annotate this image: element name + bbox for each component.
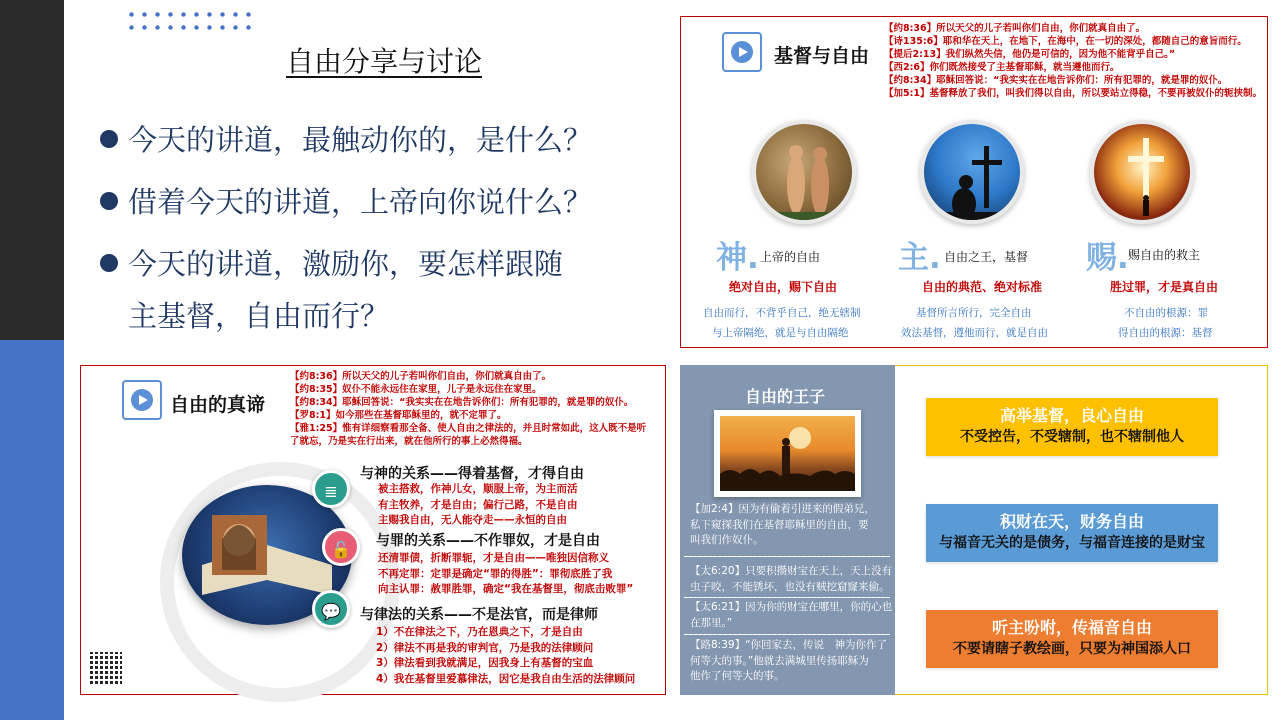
bullet-icon xyxy=(100,254,118,272)
box-financial-freedom: 积财在天，财务自由 与福音无关的是债务，与福音连接的是财宝 xyxy=(926,504,1218,562)
col2-red: 自由的典范、绝对标准 xyxy=(922,280,1043,294)
divider xyxy=(684,556,890,557)
panel-christ-verses: 【约8:36】所以天父的儿子若叫你们自由，你们就真自由了。 【诗135:6】耶和华在天上，在地下，在海中，在一切的深处，都随自己的意旨而行。 【提后2:13】我们纵然失信，他仍是可信的，因为他不能背乎自己。” 【西2:6】你们既然接受了主基督耶稣，就当遵他而行。 【约8:34】耶稣回答说：“我实实在在地告诉你们：所有犯罪的，就是罪的奴仆。 【加5:1】基督释放了我们，叫我们得以自由，所以要站立得稳，不要再被奴仆的轭挟制。 xyxy=(884,23,1263,99)
relation-law-lines: 1）不在律法之下，乃在恩典之下，才是自由 2）律法不再是我的审判官，乃是我的法律顾问 3）律法看到我就满足，因我身上有基督的宝血 4）我在基督里爱慕律法，因它是我自由生活的法律顾问 xyxy=(376,626,636,685)
col3-red: 胜过罪，才是真自由 xyxy=(1110,280,1219,294)
col3-char: 赐. xyxy=(1086,240,1129,276)
qr-code-icon[interactable] xyxy=(90,652,122,684)
col2-blue-1: 基督所言所行，完全自由 xyxy=(916,307,1032,319)
slide-title: 自由分享与讨论 xyxy=(286,45,483,78)
play-icon[interactable] xyxy=(122,380,162,420)
col2-char: 主. xyxy=(898,240,941,276)
prince-verse-4: 【路8:39】“你回家去，传说 神为你作了 何等大的事。”他就去满城里传扬耶稣为 他作了何等大的事。 xyxy=(690,639,888,682)
decorative-dot-grid xyxy=(125,8,255,38)
preaching-crowd-image xyxy=(720,416,855,491)
panel-prince-title: 自由的王子 xyxy=(745,387,826,406)
col3-blue-1: 不自由的根源：罪 xyxy=(1124,307,1208,319)
question-3: 今天的讲道，激励你，要怎样跟随 主基督，自由而行？ xyxy=(100,238,563,342)
col1-char: 神. xyxy=(716,240,759,276)
question-1: 今天的讲道，最触动你的，是什么？ xyxy=(100,114,592,166)
chat-icon: 💬 xyxy=(312,590,350,628)
col2-sub: 自由之王，基督 xyxy=(944,250,1029,264)
prince-verse-3: 【太6:21】因为你的财宝在哪里，你的心也 在那里。” xyxy=(690,601,893,629)
divider xyxy=(684,634,890,635)
prince-verse-1: 【加2:4】因为有偷着引进来的假弟兄， 私下窥探我们在基督耶稣里的自由，要 叫我们作奴仆。 xyxy=(690,503,875,546)
crowd-icon xyxy=(720,416,855,491)
sidebar-dark-bar xyxy=(0,0,64,340)
box-gospel-freedom: 听主吩咐，传福音自由 不要请瞎子教绘画，只要为神国添人口 xyxy=(926,610,1218,668)
layers-icon: ≣ xyxy=(312,470,350,508)
cross-silhouette-image xyxy=(920,120,1024,224)
relation-god-title: 与神的关系——得着基督，才得自由 xyxy=(360,466,584,482)
prince-image-frame xyxy=(714,410,861,497)
panel-truth-title: 自由的真谛 xyxy=(170,394,266,416)
prince-verse-2: 【太6:20】只要积攒财宝在天上，天上没有 虫子咬，不能锈坏，也没有贼挖窟窿来偷。 xyxy=(690,565,893,593)
panel-truth-verses: 【约8:36】所以天父的儿子若叫你们自由，你们就真自由了。 【约8:35】奴仆不能永远住在家里，儿子是永远住在家里。 【约8:34】耶稣回答说：“我实实在在地告诉你们：所有犯罪的，就是罪的奴仆。 【罗8:1】如今那些在基督耶稣里的，就不定罪了。 【雅1:25】惟有详细察看那全备、使人自由之律法的，并且时常如此，这人既不是听 了就忘，乃是实在行出来，就在他所行的事上必然得福。 xyxy=(290,371,647,447)
play-icon[interactable] xyxy=(722,32,762,72)
adam-eve-painting-image xyxy=(752,120,856,224)
col1-sub: 上帝的自由 xyxy=(760,250,821,264)
relation-law-title: 与律法的关系——不是法官，而是律师 xyxy=(360,607,598,623)
divider xyxy=(684,597,890,598)
relation-sin-title: 与罪的关系——不作罪奴，才是自由 xyxy=(376,533,600,549)
col2-blue-2: 效法基督，遵他而行，就是自由 xyxy=(901,327,1048,339)
col1-red: 绝对自由，赐下自由 xyxy=(729,280,838,294)
bullet-icon xyxy=(100,192,118,210)
glowing-cross-image xyxy=(1090,120,1194,224)
relation-sin-lines: 还清罪债，折断罪轭，才是自由——唯独因信称义 不再定罪：定罪是确定“罪的得胜”：罪彻底胜了我 向主认罪：赦罪胜罪，确定“我在基督里，彻底击败罪” xyxy=(378,552,634,595)
unlock-icon: 🔓 xyxy=(322,528,360,566)
col3-sub: 赐自由的救主 xyxy=(1128,248,1201,262)
col1-blue-2: 与上帝隔绝，就是与自由隔绝 xyxy=(712,327,849,339)
question-2: 借着今天的讲道，上帝向你说什么？ xyxy=(100,176,592,228)
bullet-icon xyxy=(100,130,118,148)
panel-christ-title: 基督与自由 xyxy=(774,45,870,67)
sidebar-blue-bar xyxy=(0,340,64,720)
col1-blue-1: 自由而行，不背乎自己，绝无辖制 xyxy=(703,307,861,319)
col3-blue-2: 得自由的根源：基督 xyxy=(1118,327,1213,339)
box-conscience-freedom: 高举基督，良心自由 不受控告，不受辖制，也不辖制他人 xyxy=(926,398,1218,456)
relation-god-lines: 被主搭救，作神儿女，顺服上帝，为主而活 有主牧养，才是自由；偏行己路，不是自由 主赐我自由，无人能夺走——永恒的自由 xyxy=(378,483,578,526)
